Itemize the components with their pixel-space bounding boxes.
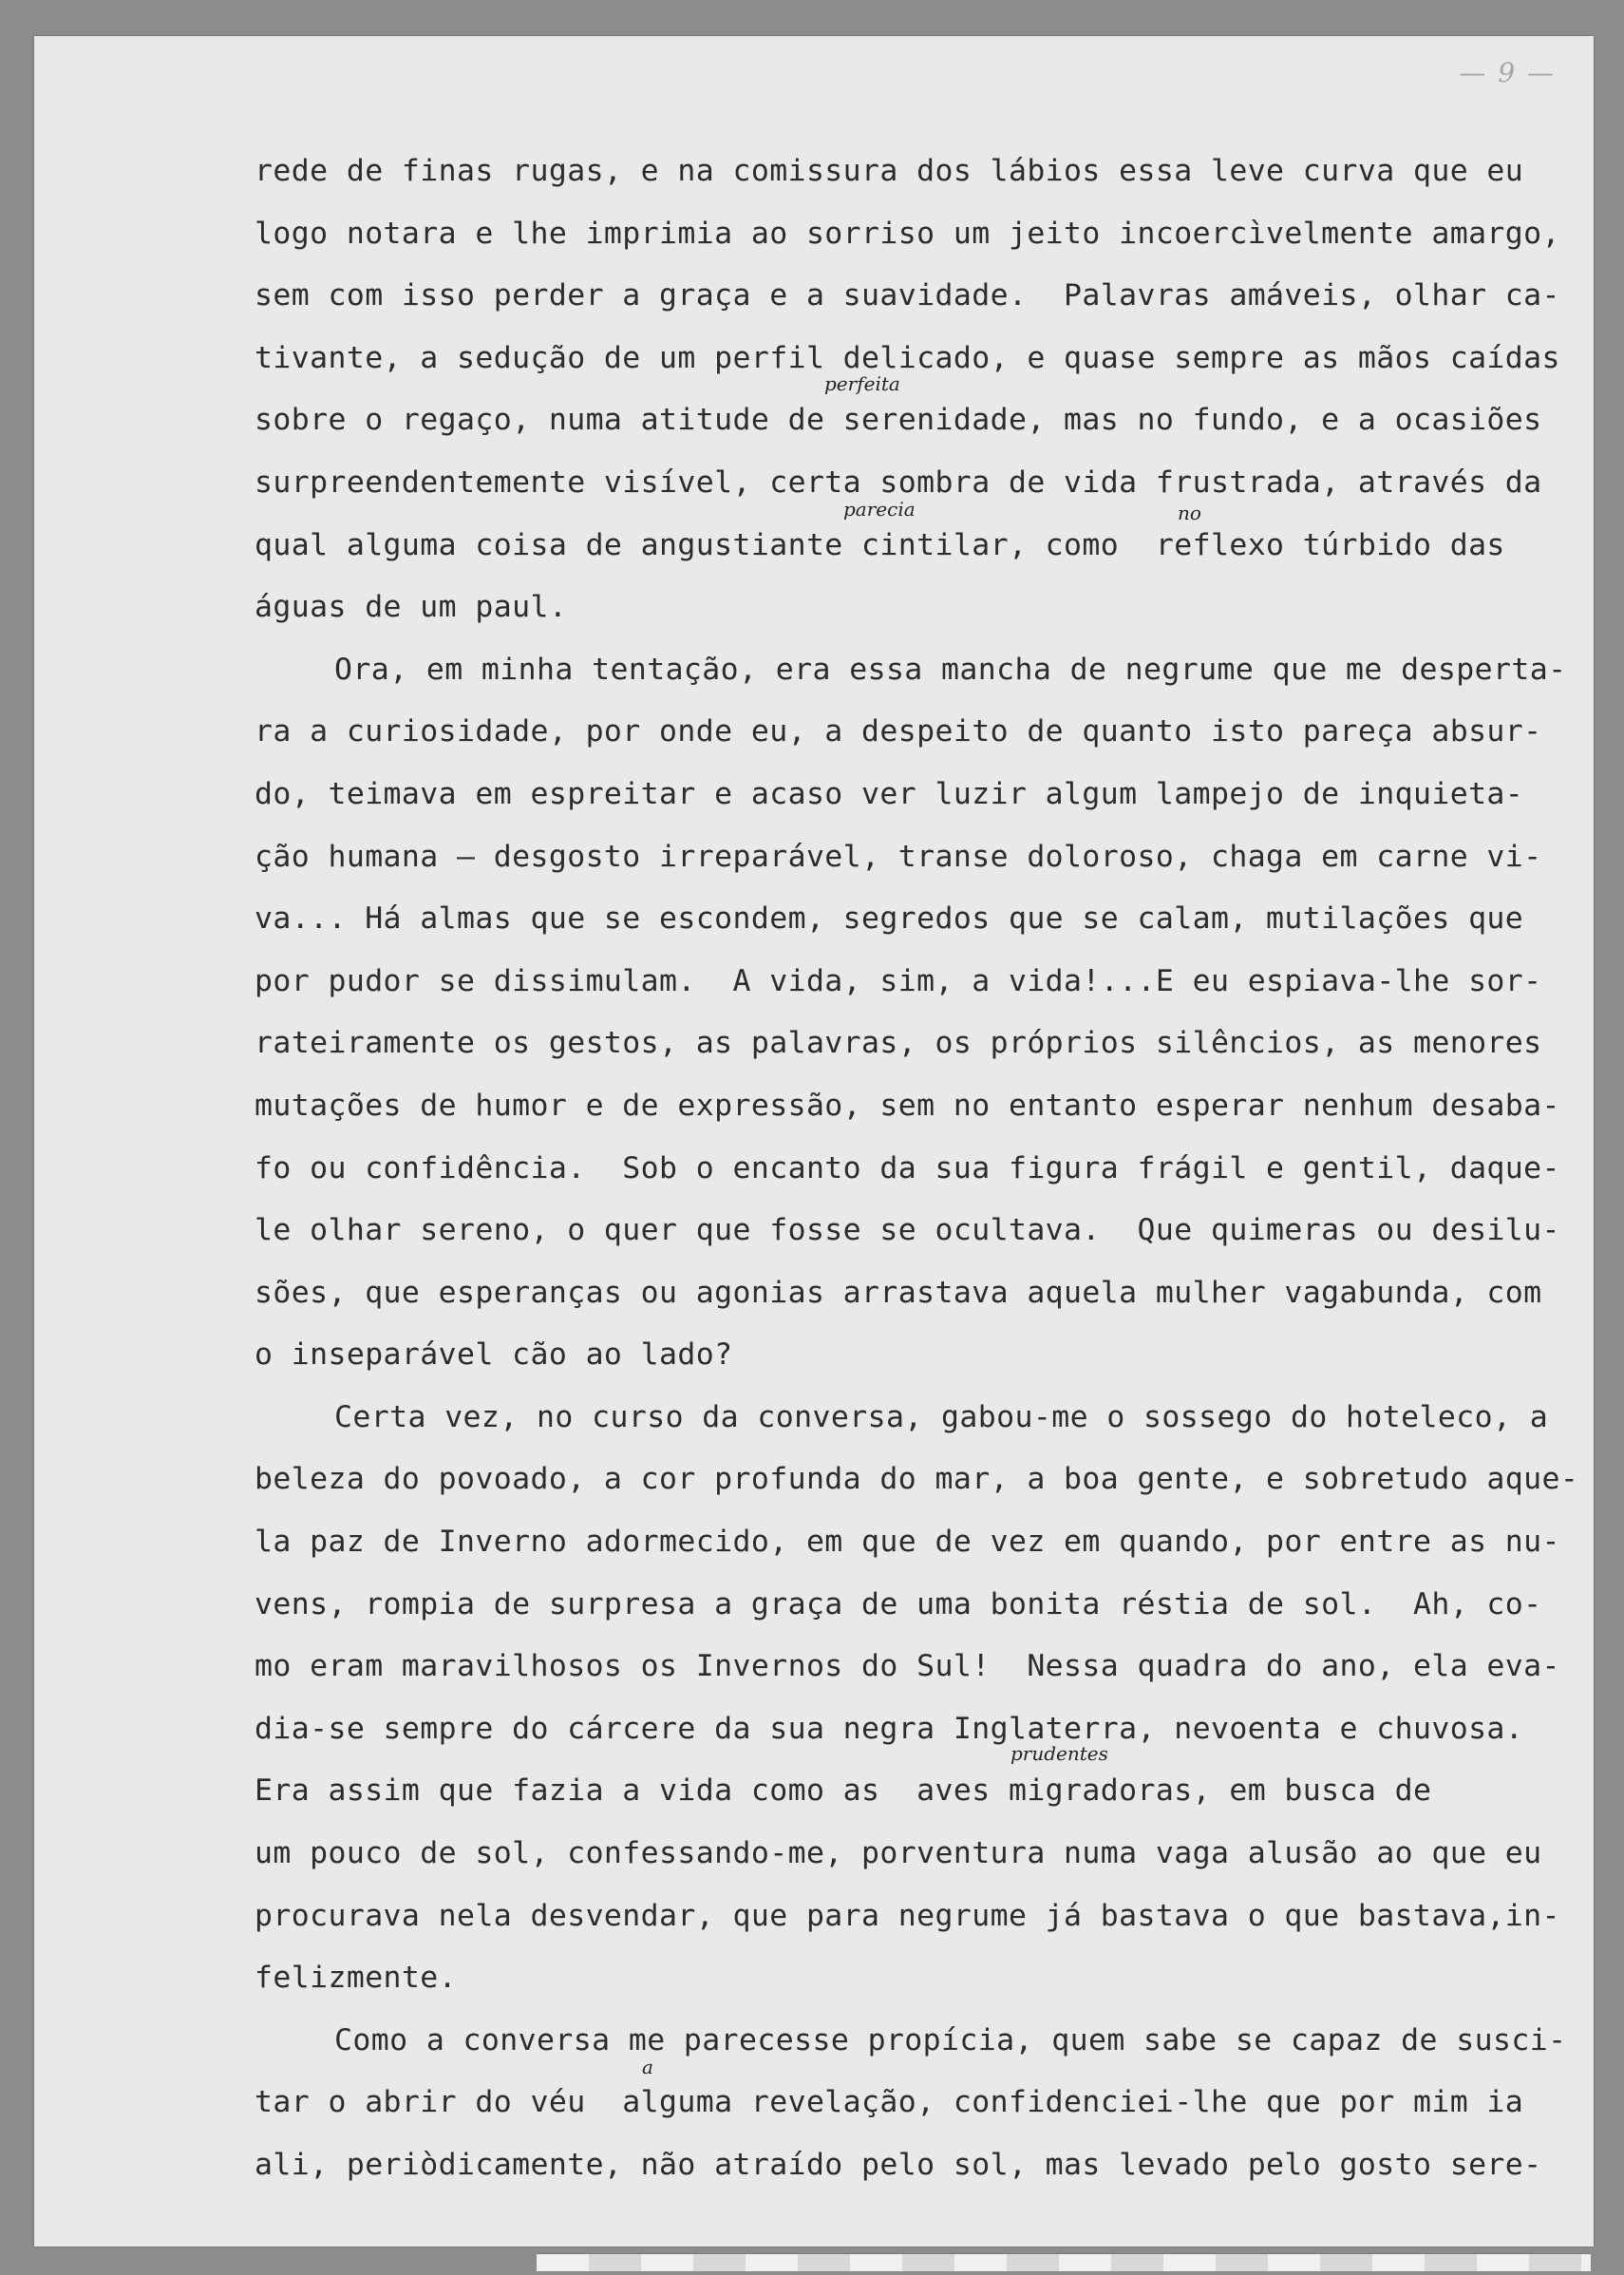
typed-text-body <box>255 141 1588 2197</box>
text-line: o inseparável cão ao lado? <box>255 1337 733 1373</box>
text-line: Como a conversa me parecesse propícia, quem sabe se capaz de susci- <box>334 2022 1567 2057</box>
scan-calibration-strip <box>537 2253 1591 2271</box>
page-number: — 9 — <box>1459 57 1556 88</box>
handwritten-note-parecia: parecia <box>843 498 916 521</box>
text-line: um pouco de sol, confessando-me, porventura numa vaga alusão ao que eu <box>255 1836 1542 1871</box>
handwritten-note-a: a <box>642 2056 653 2078</box>
text-line: la paz de Inverno adormecido, em que de vez em quando, por entre as nu- <box>255 1525 1560 1560</box>
text-line: ção humana — desgosto irreparável, transe doloroso, chaga em carne vi- <box>255 839 1542 874</box>
text-line: surpreendentemente visível, certa sombra de vida frustrada, através da <box>255 464 1542 500</box>
text-line: rede de finas rugas, e na comissura dos lábios essa leve curva que eu <box>255 154 1524 188</box>
handwritten-note-prudentes: prudentes <box>1010 1742 1108 1765</box>
text-line: dia-se sempre do cárcere da sua negra Inglaterra, nevoenta e chuvosa. <box>255 1711 1524 1746</box>
text-line: Era assim que fazia a vida como as aves migradoras, em busca de <box>255 1773 1432 1809</box>
text-line: le olhar sereno, o quer que fosse se ocultava. Que quimeras ou desilu- <box>255 1213 1560 1248</box>
handwritten-note-no: no <box>1178 502 1201 524</box>
text-line: tar o abrir do véu alguma revelação, confidenciei-lhe que por mim ia <box>255 2085 1524 2120</box>
text-line: va... Há almas que se escondem, segredos que se calam, mutilações que <box>255 901 1524 937</box>
text-line: mutações de humor e de expressão, sem no entanto esperar nenhum desaba- <box>255 1088 1560 1123</box>
text-line: sões, que esperanças ou agonias arrastava aquela mulher vagabunda, com <box>255 1275 1542 1310</box>
text-line: rateiramente os gestos, as palavras, os próprios silêncios, as menores <box>255 1026 1542 1061</box>
text-line: Ora, em minha tentação, era essa mancha de negrume que me desperta- <box>334 652 1567 687</box>
text-line: mo eram maravilhosos os Invernos do Sul! Nessa quadra do ano, ela eva- <box>255 1649 1560 1684</box>
text-line: fo ou confidência. Sob o encanto da sua figura frágil e gentil, daque- <box>255 1150 1560 1185</box>
text-line: beleza do povoado, a cor profunda do mar, a boa gente, e sobretudo aque- <box>255 1462 1579 1497</box>
text-line: ra a curiosidade, por onde eu, a despeito de quanto isto pareça absur- <box>255 714 1542 749</box>
handwritten-note-perfeita: perfeita <box>824 372 900 395</box>
text-line: águas de um paul. <box>255 590 568 625</box>
text-line: do, teimava em espreitar e acaso ver luzir algum lampejo de inquieta- <box>255 776 1524 811</box>
text-line: logo notara e lhe imprimia ao sorriso um jeito incoercìvelmente amargo, <box>255 216 1560 251</box>
text-line: felizmente. <box>255 1961 458 1996</box>
text-line: sobre o regaço, numa atitude de serenidade, mas no fundo, e a ocasiões <box>255 403 1542 438</box>
text-line: ali, periòdicamente, não atraído pelo sol, mas levado pelo gosto sere- <box>255 2148 1542 2182</box>
text-line: vens, rompia de surpresa a graça de uma bonita réstia de sol. Ah, co- <box>255 1586 1542 1621</box>
text-line: tivante, a sedução de um perfil delicado, e quase sempre as mãos caídas <box>255 340 1560 375</box>
text-line: por pudor se dissimulam. A vida, sim, a vida!...E eu espiava-lhe sor- <box>255 963 1542 998</box>
text-line: Certa vez, no curso da conversa, gabou-me o sossego do hoteleco, a <box>334 1399 1549 1434</box>
document-page <box>34 36 1594 2247</box>
text-line: sem com isso perder a graça e a suavidade. Palavras amáveis, olhar ca- <box>255 278 1560 313</box>
text-line: procurava nela desvendar, que para negrume já bastava o que bastava,in- <box>255 1898 1560 1933</box>
text-line: qual alguma coisa de angustiante cintilar, como reflexo túrbido das <box>255 527 1505 562</box>
